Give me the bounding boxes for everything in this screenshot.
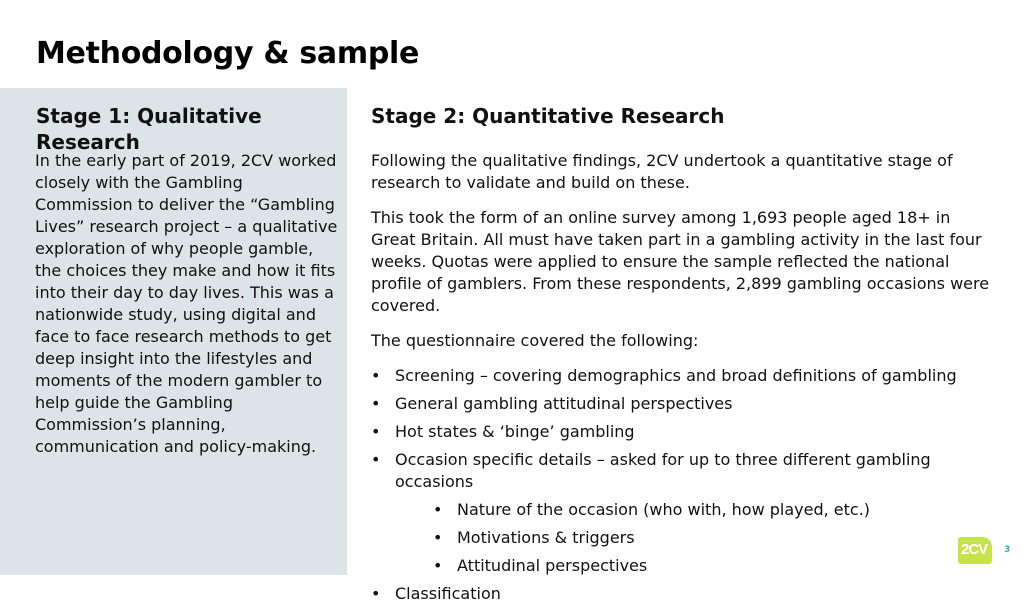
list-item-text: Hot states & ‘binge’ gambling	[395, 422, 635, 441]
bullet-icon: •	[371, 394, 381, 413]
stage1-body: In the early part of 2019, 2CV worked closely with the Gambling Commission to deliver the “Gambling Lives” research project – a qualitative exploration of why people gamble, the choices they make and how it fits into their day to day lives. This was a nationwide study, using digital and face to face research methods to get deep insight into the lifestyles and moments of the modern gambler to help guide the Gambling Commission’s planning, communication and policy-making.	[35, 151, 338, 456]
sub-list-item-text: Attitudinal perspectives	[457, 556, 648, 575]
brand-logo	[958, 537, 992, 564]
list-item-text: Classification	[395, 584, 501, 603]
stage2-paragraph: This took the form of an online survey among 1,693 people aged 18+ in Great Britain. All must have taken part in a gambling activity in the last four weeks. Quotas were applied to ensure the sample reflected the national profile of gamblers. From these respondents, 2,899 gambling occasions were covered.	[371, 208, 990, 315]
page-number: 3	[1004, 545, 1011, 555]
sub-list-item	[395, 499, 996, 521]
bullet-icon: •	[371, 366, 381, 385]
list-item-text: Screening – covering demographics and broad definitions of gambling	[395, 366, 957, 385]
bullet-icon: •	[433, 528, 443, 547]
list-item	[371, 393, 996, 415]
slide-title: Methodology & sample	[36, 36, 420, 71]
bullet-icon: •	[371, 422, 381, 441]
list-item-text: Occasion specific details – asked for up to three different gambling occasions	[395, 450, 931, 491]
stage2-paragraph: Following the qualitative findings, 2CV undertook a quantitative stage of research to validate and build on these.	[371, 151, 953, 192]
sub-list-item-text: Motivations & triggers	[457, 528, 635, 547]
list-item	[371, 421, 996, 443]
bullet-icon: •	[433, 500, 443, 519]
bullet-icon: •	[371, 584, 381, 603]
list-item	[371, 449, 996, 577]
questionnaire-list	[371, 365, 996, 605]
bullet-icon: •	[433, 556, 443, 575]
stage2-paragraph: The questionnaire covered the following:	[371, 331, 699, 350]
list-item	[371, 365, 996, 387]
list-item	[371, 583, 996, 605]
stage2-heading: Stage 2: Quantitative Research	[371, 104, 725, 128]
list-item-text: General gambling attitudinal perspectives	[395, 394, 733, 413]
stage2-content	[371, 150, 996, 611]
sub-list-item-text: Nature of the occasion (who with, how played, etc.)	[457, 500, 871, 519]
occasion-sub-list	[395, 499, 996, 577]
bullet-icon: •	[371, 450, 381, 469]
sub-list-item	[395, 555, 996, 577]
stage1-heading: Stage 1: Qualitative Research	[36, 104, 262, 154]
sub-list-item	[395, 527, 996, 549]
logo-text: 2CV	[961, 541, 988, 558]
